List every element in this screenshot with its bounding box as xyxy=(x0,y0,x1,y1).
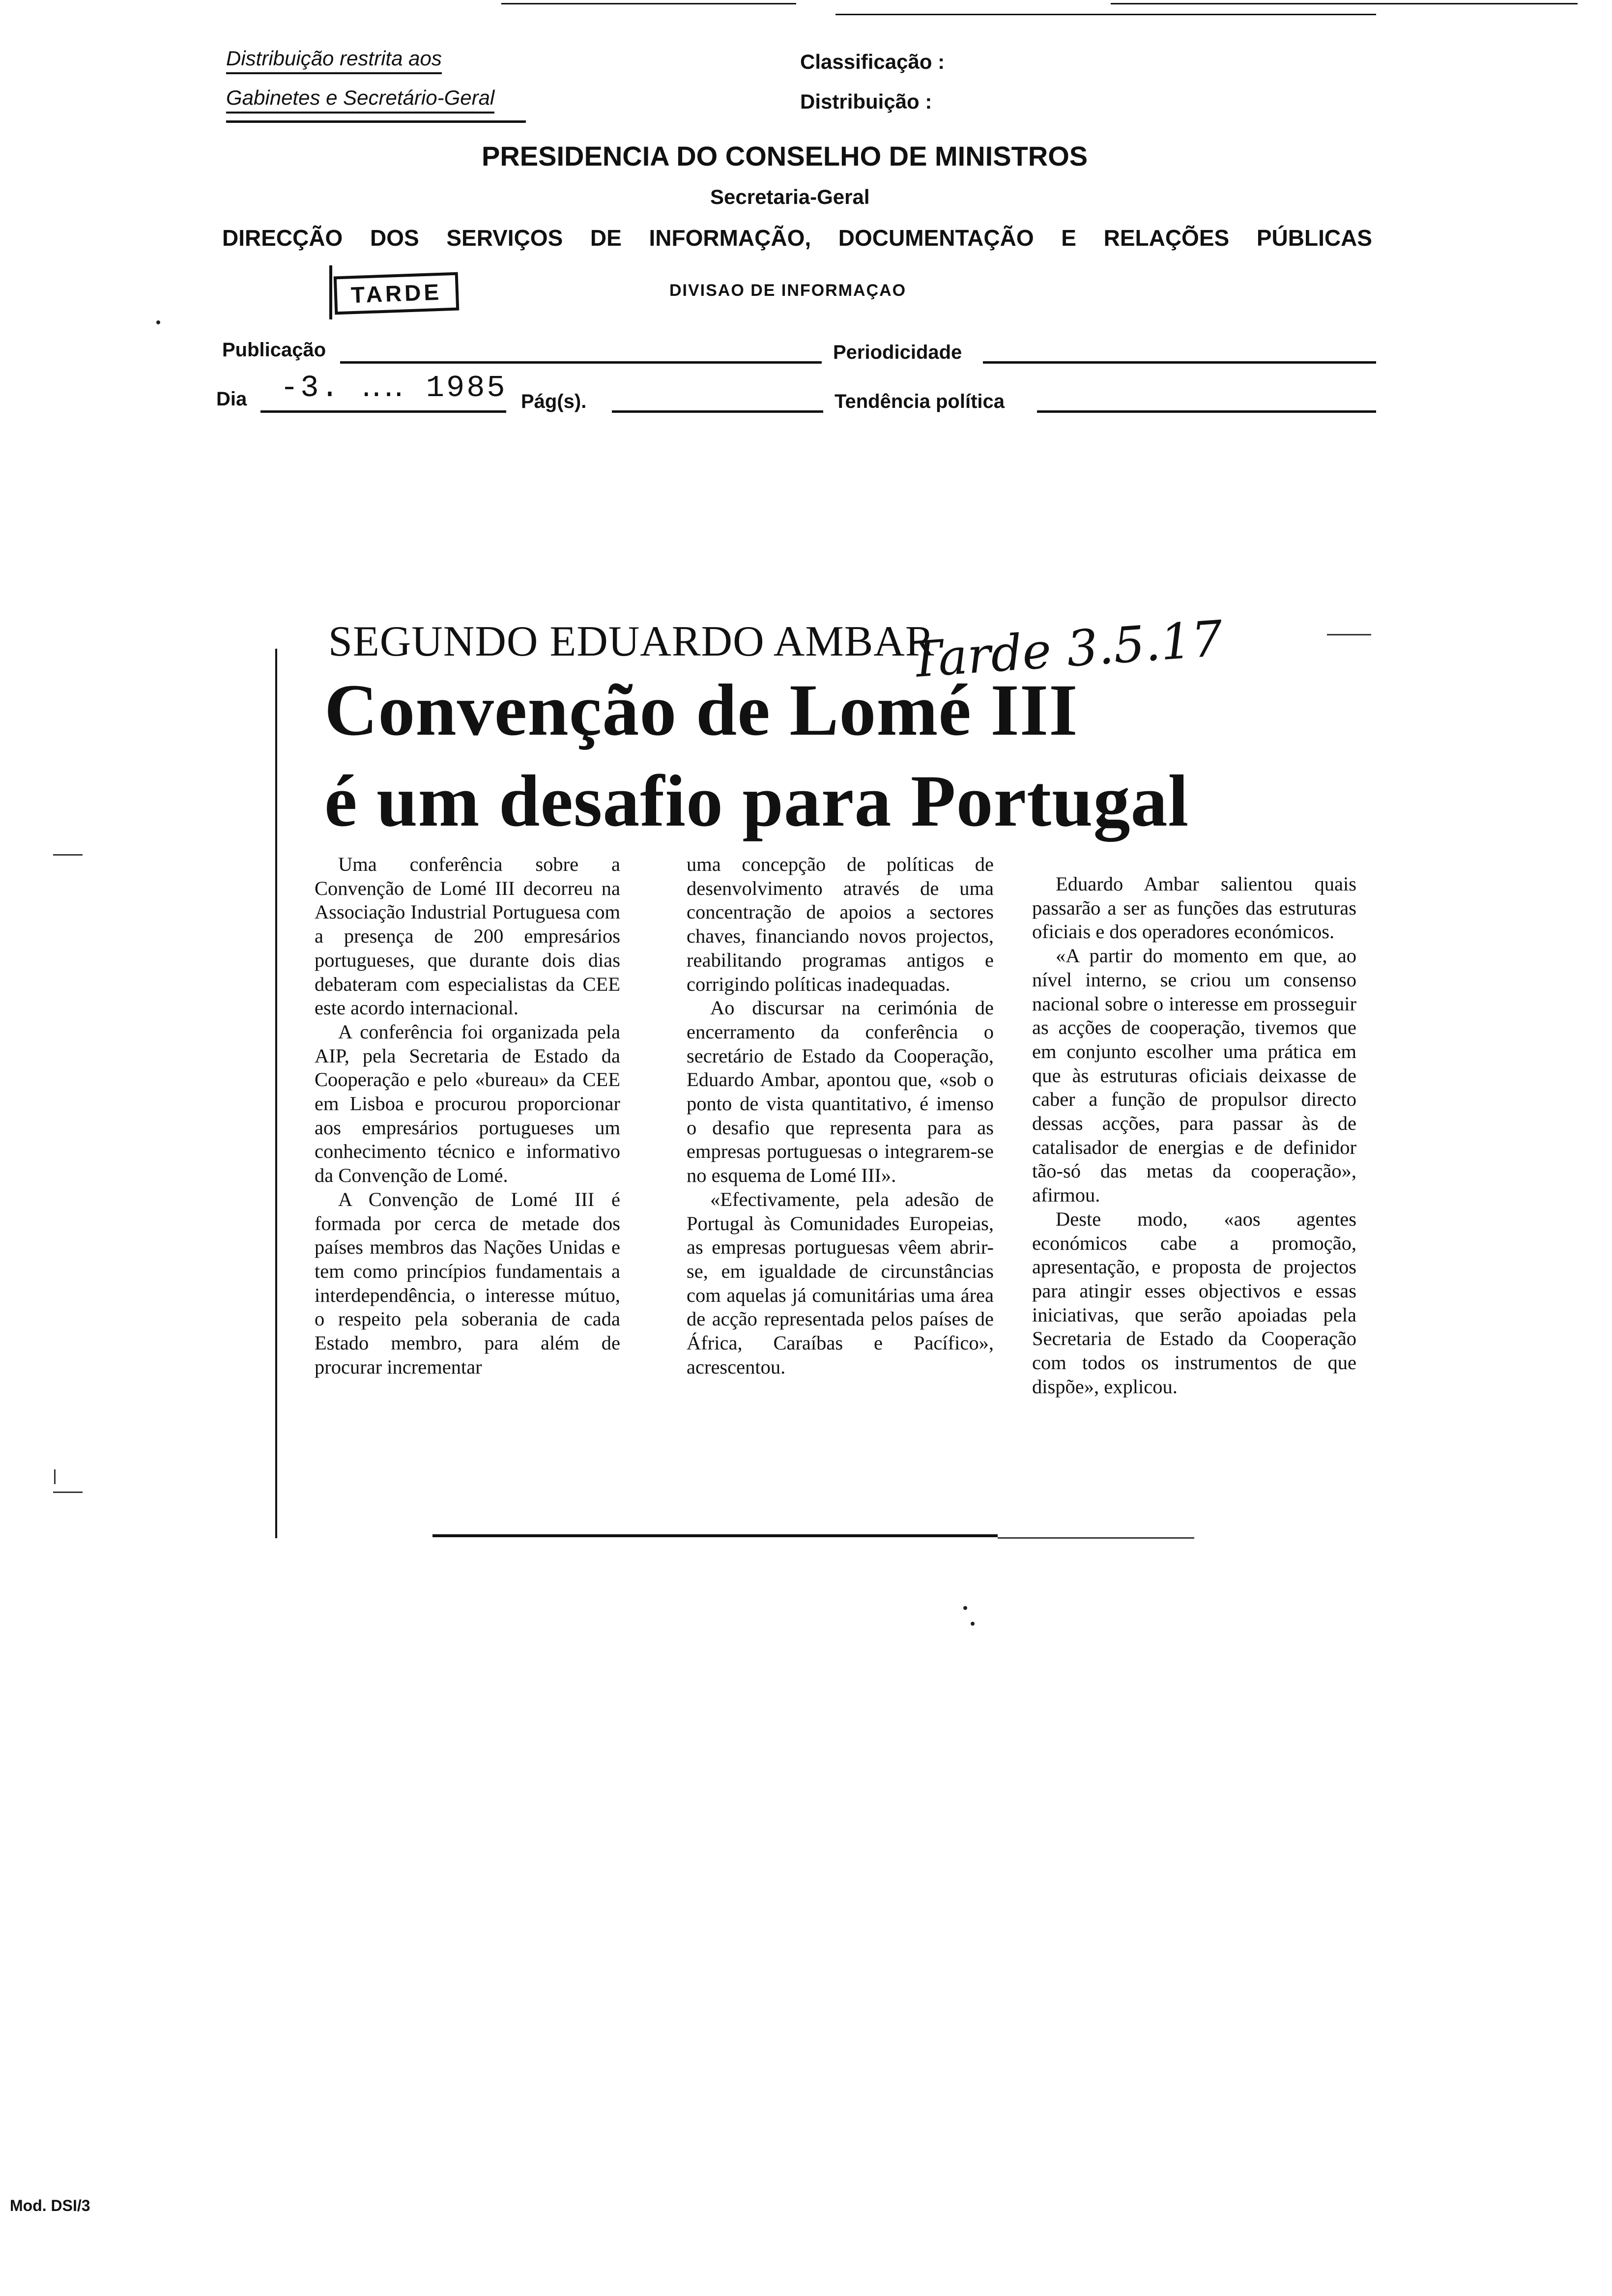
publicacao-label: Publicação xyxy=(222,339,326,361)
scan-dot xyxy=(156,320,160,324)
distribuicao-label: Distribuição : xyxy=(800,90,932,113)
tendencia-line xyxy=(1037,410,1376,413)
col1-paragraph: A conferência foi organizada pela AIP, pela Secretaria de Estado da Cooperação e pelo «bureau» da CEE em Lisboa e procurou proporcionar aos empresários portugueses um conhecimento técnico e informativo da Convenção de Lomé. xyxy=(315,1020,620,1187)
pags-line xyxy=(612,410,823,413)
dia-line xyxy=(260,410,506,413)
col1-paragraph: Uma conferência sobre a Convenção de Lomé III decorreu na Associação Industrial Portuguesa com a presença de 200 empresários portugueses, que durante dois dias debateram com especialistas da CEE este acordo internacional. xyxy=(315,853,620,1019)
secretaria-geral: Secretaria-Geral xyxy=(710,185,870,208)
classificacao-label: Classificação : xyxy=(800,50,945,73)
restricted-distribution-line1: Distribuição restrita aos xyxy=(226,47,442,74)
article-column-2 xyxy=(687,853,994,1379)
newspaper-stamp: TARDE xyxy=(334,272,460,315)
clipping-left-border xyxy=(275,649,277,1538)
article-kicker: SEGUNDO EDUARDO AMBAR xyxy=(328,618,935,665)
pags-label: Pág(s). xyxy=(521,391,587,412)
col3-paragraph: Eduardo Ambar salientou quais passarão a ser as funções das estruturas oficiais e dos operadores económicos. xyxy=(1032,873,1356,943)
headline-line2: é um desafio para Portugal xyxy=(324,760,1189,842)
article-column-3 xyxy=(1032,872,1356,1399)
headline-line1: Convenção de Lomé III xyxy=(324,669,1078,751)
margin-mark-left xyxy=(53,1492,83,1493)
restricted-underline xyxy=(226,120,526,123)
handwritten-note: Tarde 3.5.17 xyxy=(907,609,1225,689)
form-code: Mod. DSI/3 xyxy=(10,2197,90,2214)
periodicidade-label: Periodicidade xyxy=(833,342,962,363)
publicacao-line xyxy=(340,361,822,364)
col2-paragraph: «Efectivamente, pela adesão de Portugal às Comunidades Europeias, as empresas portuguesas vêem abrir-se, em igualdade de circunstâncias com aquelas já comunitárias uma área de acção representada pelos países de África, Caraíbas e Pacífico», acrescentou. xyxy=(687,1188,994,1378)
col1-paragraph: A Convenção de Lomé III é formada por cerca de metade dos países membros das Nações Unidas e tem como princípios fundamentais a interdependência, o interesse mútuo, o respeito pela soberania de cada Estado membro, para além de procurar incrementar xyxy=(315,1188,620,1378)
top-edge-mark xyxy=(835,14,1376,15)
margin-mark-left xyxy=(53,854,83,856)
scan-dot xyxy=(963,1606,967,1610)
clipping-bottom-rule-right xyxy=(998,1537,1194,1539)
article-column-1 xyxy=(315,853,620,1379)
dia-label: Dia xyxy=(216,388,247,410)
direccao-servicos: DIRECÇÃO DOS SERVIÇOS DE INFORMAÇÃO, DOCUMENTAÇÃO E RELAÇÕES PÚBLICAS xyxy=(222,225,1372,251)
col3-paragraph: «A partir do momento em que, ao nível interno, se criou um consenso nacional sobre o interesse em prosseguir as acções de cooperação, tivemos que em conjunto escolher uma prática em que às estruturas oficiais deixasse de caber a função de propulsor directo dessas acções, para passar às de catalisador de energias e de definidor tão-só das metas da cooperação», afirmou. xyxy=(1032,945,1356,1206)
clipping-bottom-rule xyxy=(432,1534,998,1537)
top-edge-mark xyxy=(501,3,796,4)
stamp-mark xyxy=(329,265,332,319)
periodicidade-line xyxy=(983,361,1376,364)
scan-dot xyxy=(971,1622,975,1626)
col3-paragraph: Deste modo, «aos agentes económicos cabe a promoção, apresentação, e proposta de projectos para atingir esses objectivos e essas iniciativas, que serão apoiadas pela Secretaria de Estado da Cooperação com todos os instrumentos de que dispõe», explicou. xyxy=(1032,1207,1356,1398)
col2-paragraph: uma concepção de políticas de desenvolvimento através de uma concentração de apoios a sectores chaves, financiando novos projectos, reabilitando programas antigos e corrigindo políticas inadequadas. xyxy=(687,853,994,995)
dia-value: -3. ‥‥ 1985 xyxy=(280,371,507,405)
margin-mark-left xyxy=(54,1469,58,1484)
clipping-corner-mark xyxy=(1327,634,1371,635)
tendencia-label: Tendência política xyxy=(835,391,1005,412)
top-edge-mark xyxy=(1111,3,1578,4)
organization-title: PRESIDENCIA DO CONSELHO DE MINISTROS xyxy=(482,141,1088,172)
divisao-informacao: DIVISAO DE INFORMAÇAO xyxy=(669,281,907,300)
restricted-distribution-line2: Gabinetes e Secretário-Geral xyxy=(226,86,494,114)
col2-paragraph: Ao discursar na cerimónia de encerramento da conferência o secretário de Estado da Cooperação, Eduardo Ambar, apontou que, «sob o ponto de vista quantitativo, é imenso o desafio que representa para as empresas portuguesas o integrarem-se no esquema de Lomé III». xyxy=(687,997,994,1187)
